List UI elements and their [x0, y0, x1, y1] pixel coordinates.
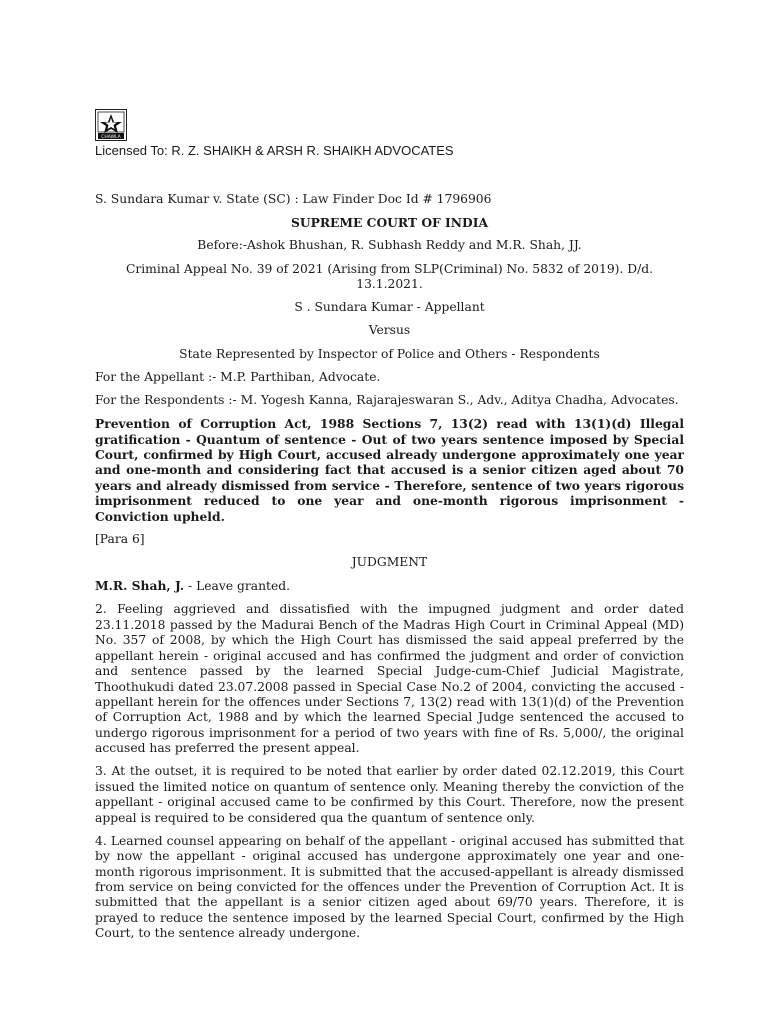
- para-reference: [Para 6]: [95, 531, 145, 546]
- citation: S. Sundara Kumar v. State (SC) : Law Finder Doc Id # 1796906: [95, 192, 492, 206]
- svg-text:CHAWLA: CHAWLA: [101, 135, 121, 140]
- court-name: SUPREME COURT OF INDIA: [290, 215, 489, 231]
- chawla-logo-icon: [95, 109, 127, 141]
- counsel-appellant: For the Appellant :- M.P. Parthiban, Advocate.: [95, 369, 381, 384]
- license-line: Licensed To: R. Z. SHAIKH & ARSH R. SHAIKH ADVOCATES: [95, 143, 454, 158]
- appellant: S . Sundara Kumar - Appellant: [294, 300, 485, 315]
- headnote: Prevention of Corruption Act, 1988 Sections 7, 13(2) read with 13(1)(d) Illegal gratification - Quantum of sentence - Out of two years sentence imposed by Special Court, confirmed by High Court, accused already undergone approximately one year and one-month and considering fact that accused is a senior citizen aged about 70 years and already dismissed from service - Therefore, sentence of two years rigorous imprisonment reduced to one year and one-month rigorous imprisonment - Conviction upheld.: [95, 416, 684, 524]
- bench: Before:-Ashok Bhushan, R. Subhash Reddy and M.R. Shah, JJ.: [197, 238, 582, 253]
- paragraph-4: 4. Learned counsel appearing on behalf of the appellant - original accused has submitted that by now the appellant - original accused has undergone approximately one year and one-month rigorous imprisonment. It is submitted that the accused-appellant is already dismissed from service on being convicted for the offences under the Prevention of Corruption Act. It is submitted that the appellant is a senior citizen aged about 69/70 years. Therefore, it is prayed to reduce the sentence imposed by the learned Special Court, confirmed by the High Court, to the sentence already undergone.: [95, 833, 684, 941]
- respondents: State Represented by Inspector of Police and Others - Respondents: [179, 346, 600, 361]
- paragraph-3: 3. At the outset, it is required to be noted that earlier by order dated 02.12.2019, this Court issued the limited notice on quantum of sentence only. Meaning thereby the conviction of the appellant - original accused came to be confirmed by this Court. Therefore, now the present appeal is required to be considered qua the quantum of sentence only.: [95, 764, 684, 825]
- counsel-respondents: For the Respondents :- M. Yogesh Kanna, Rajarajeswaran S., Adv., Aditya Chadha, Advocates.: [95, 393, 679, 408]
- judge-opening-text: - Leave granted.: [184, 579, 291, 594]
- judge-name: M.R. Shah, J.: [95, 578, 185, 594]
- paragraph-2: 2. Feeling aggrieved and dissatisfied with the impugned judgment and order dated 23.11.2018 passed by the Madurai Bench of the Madras High Court in Criminal Appeal (MD) No. 357 of 2008, by which the High Court has dismissed the said appeal preferred by the appellant herein - original accused and has confirmed the judgment and order of conviction and sentence passed by the learned Special Judge-cum-Chief Judicial Magistrate, Thoothukudi dated 23.07.2008 passed in Special Case No.2 of 2004, convicting the accused - appellant herein for the offences under Sections 7, 13(2) read with 13(1)(d) of the Prevention of Corruption Act, 1988 and by which the learned Special Judge sentenced the accused to undergo rigorous imprisonment for a period of two years with fine of Rs. 5,000/, the original accused has preferred the present appeal.: [95, 602, 684, 756]
- case-number: Criminal Appeal No. 39 of 2021 (Arising from SLP(Criminal) No. 5832 of 2019). D/d. 13.1.2021.: [125, 261, 654, 292]
- document-body: [95, 192, 684, 949]
- judgment-heading: JUDGMENT: [351, 555, 428, 570]
- versus: Versus: [368, 323, 411, 338]
- judgment-opening: [95, 578, 684, 594]
